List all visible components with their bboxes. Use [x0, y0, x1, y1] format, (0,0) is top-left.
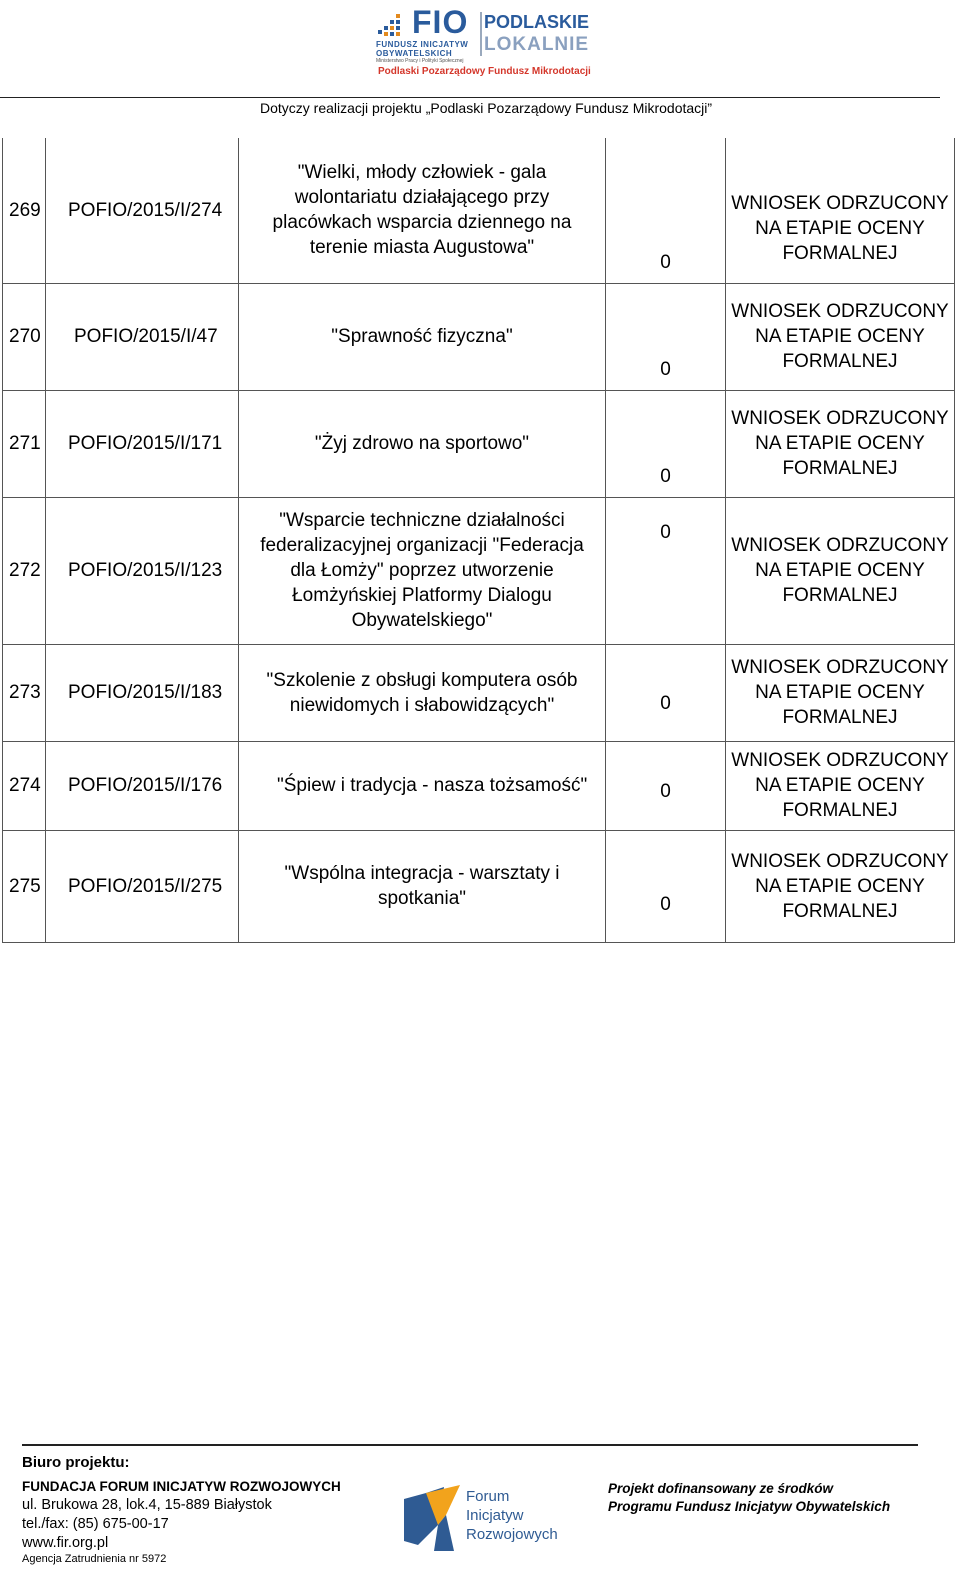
fir-logo-line3: Rozwojowych: [466, 1526, 558, 1543]
cofinance-line2: Programu Fundusz Inicjatyw Obywatelskich: [608, 1499, 891, 1514]
row-code: POFIO/2015/I/183: [46, 644, 239, 741]
row-number: 274: [3, 741, 46, 830]
row-code: POFIO/2015/I/274: [46, 138, 239, 283]
logo-podlaskie: PODLASKIE: [484, 12, 590, 32]
org-phone: tel./fax: (85) 675-00-17: [22, 1516, 169, 1532]
org-website: www.fir.org.pl: [22, 1535, 109, 1551]
table-row: [3, 283, 955, 390]
row-number: 270: [3, 283, 46, 390]
project-note: Dotyczy realizacji projektu „Podlaski Pozarządowy Fundusz Mikrodotacji”: [260, 100, 713, 116]
fir-logo-line2: Inicjatyw: [466, 1507, 524, 1524]
row-title: "Śpiew i tradycja - nasza tożsamość": [239, 741, 606, 830]
fir-logo-line1: Forum: [466, 1488, 510, 1505]
row-status: WNIOSEK ODRZUCONY NA ETAPIE OCENY FORMALNEJ: [726, 644, 955, 741]
row-title: "Sprawność fizyczna": [239, 283, 606, 390]
row-title: "Szkolenie z obsługi komputera osób niewidomych i słabowidzących": [239, 644, 606, 741]
table-row: [3, 138, 955, 283]
row-title: "Wielki, młody człowiek - gala wolontariatu działającego przy placówkach wsparcia dziennego na terenie miasta Augustowa": [239, 138, 606, 283]
row-number: 275: [3, 830, 46, 942]
logo-fio-ministry: Ministerstwo Pracy i Polityki Społecznej: [376, 58, 464, 64]
table-row: [3, 390, 955, 497]
row-status: WNIOSEK ODRZUCONY NA ETAPIE OCENY FORMALNEJ: [726, 497, 955, 644]
row-number: 271: [3, 390, 46, 497]
row-code: POFIO/2015/I/275: [46, 830, 239, 942]
header-divider: [0, 97, 940, 98]
row-amount: 0: [606, 138, 726, 283]
footer-divider: [22, 1444, 918, 1446]
row-amount: 0: [606, 390, 726, 497]
row-amount: 0: [606, 741, 726, 830]
row-amount: 0: [606, 830, 726, 942]
row-code: POFIO/2015/I/47: [46, 283, 239, 390]
row-number: 272: [3, 497, 46, 644]
logo-fio-text: FIO: [412, 4, 469, 40]
org-address: ul. Brukowa 28, lok.4, 15-889 Białystok: [22, 1497, 272, 1513]
row-code: POFIO/2015/I/123: [46, 497, 239, 644]
row-title: "Wspólna integracja - warsztaty i spotkania": [239, 830, 606, 942]
logo-lokalnie: LOKALNIE: [484, 34, 590, 55]
office-label: Biuro projektu:: [22, 1454, 130, 1471]
row-status: WNIOSEK ODRZUCONY NA ETAPIE OCENY FORMALNEJ: [726, 390, 955, 497]
header-logo: [376, 4, 591, 82]
logo-fio-subtitle: FUNDUSZ INICJATYW OBYWATELSKICH: [376, 40, 469, 58]
row-status: WNIOSEK ODRZUCONY NA ETAPIE OCENY FORMALNEJ: [726, 830, 955, 942]
row-code: POFIO/2015/I/176: [46, 741, 239, 830]
table-row: [3, 741, 955, 830]
row-status: WNIOSEK ODRZUCONY NA ETAPIE OCENY FORMALNEJ: [726, 283, 955, 390]
org-name: FUNDACJA FORUM INICJATYW ROZWOJOWYCH: [22, 1479, 341, 1494]
row-amount: 0: [606, 644, 726, 741]
fir-logo-text: [466, 1487, 558, 1544]
results-table: [2, 138, 955, 943]
row-number: 269: [3, 138, 46, 283]
row-code: POFIO/2015/I/171: [46, 390, 239, 497]
cofinance-note: [608, 1480, 890, 1516]
row-amount: 0: [606, 497, 726, 644]
logo-fund-line: Podlaski Pozarządowy Fundusz Mikrodotacji: [378, 66, 591, 77]
org-agency: Agencja Zatrudnienia nr 5972: [22, 1553, 167, 1565]
logo-divider: [480, 12, 482, 56]
cofinance-line1: Projekt dofinansowany ze środków: [608, 1481, 834, 1496]
row-title: "Żyj zdrowo na sportowo": [239, 390, 606, 497]
row-title: "Wsparcie techniczne działalności federalizacyjnej organizacji "Federacja dla Łomży" poprzez utworzenie Łomżyńskiej Platformy Dialogu Obywatelskiego": [239, 497, 606, 644]
row-number: 273: [3, 644, 46, 741]
fio-dots-icon: [376, 10, 406, 40]
table-row: [3, 644, 955, 741]
row-status: WNIOSEK ODRZUCONY NA ETAPIE OCENY FORMALNEJ: [726, 741, 955, 830]
row-amount: 0: [606, 283, 726, 390]
row-status: WNIOSEK ODRZUCONY NA ETAPIE OCENY FORMALNEJ: [726, 138, 955, 283]
table-row: [3, 830, 955, 942]
table-row: [3, 497, 955, 644]
